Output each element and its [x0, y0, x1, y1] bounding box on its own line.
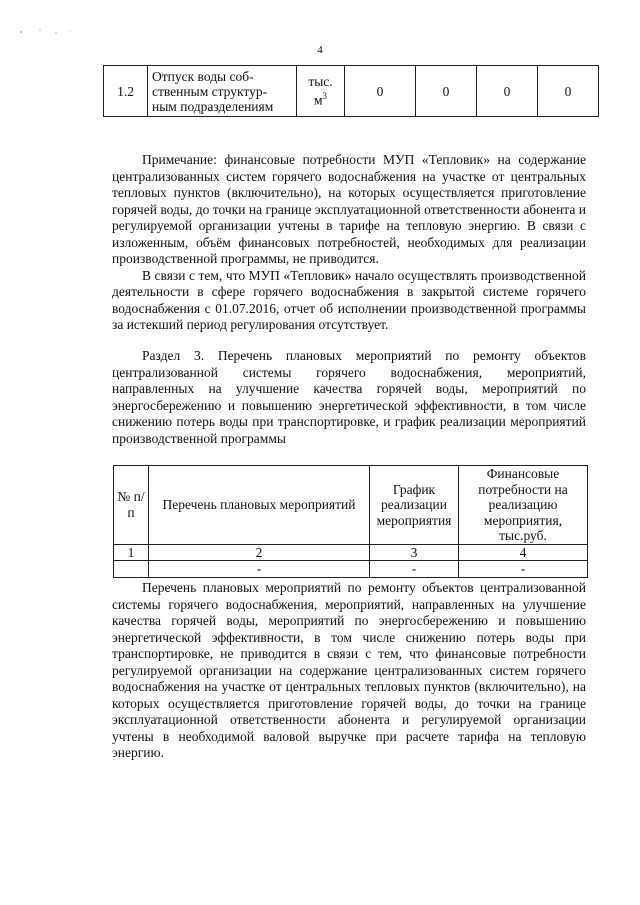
unit-m: м	[313, 92, 323, 108]
scan-artifact	[18, 28, 73, 36]
row-description	[148, 66, 297, 117]
desc-line: ным подразделениям	[152, 98, 274, 114]
header-cell-number: № п/п	[114, 466, 149, 545]
header-row	[114, 466, 588, 545]
unit-exponent: 3	[322, 90, 328, 101]
header-cell-measures: Перечень плановых мероприятий	[149, 466, 370, 545]
note-paragraph: В связи с тем, что МУП «Тепловик» начало осуществлять производственной деятельности в сфере горячего водоснабжения в закрытой системе горячего водоснабжения с 01.07.2016, отчет об исполнении производственной программы за истекший период регулирования отсутствует.	[112, 267, 586, 332]
column-number: 4	[459, 544, 588, 561]
final-block	[112, 580, 586, 762]
section-3-heading: Раздел 3. Перечень плановых мероприятий по ремонту объектов централизованной системы горячего водоснабжения, мероприятий, направленных на улучшение качества горячей воды, мероприятий по энергосбережению и повышению энергетической эффективности, в том числе снижению потерь воды при транспортировке, и график реализации мероприятий производственной программы	[112, 348, 586, 446]
table-cell: -	[149, 561, 370, 578]
column-number: 2	[149, 544, 370, 561]
production-table	[103, 65, 599, 117]
value-cell: 0	[477, 66, 538, 117]
header-cell-schedule: График реализации мероприятия	[370, 466, 459, 545]
section-heading-block	[112, 348, 586, 447]
value-cell: 0	[416, 66, 477, 117]
header-cell-finance: Финансовые потребности на реализацию мероприятия, тыс.руб.	[459, 466, 588, 545]
table-cell: -	[459, 561, 588, 578]
column-number: 1	[114, 544, 149, 561]
note-block	[112, 152, 586, 334]
note-paragraph: Примечание: финансовые потребности МУП «Тепловик» на содержание централизованных систем горячего водоснабжения на участке от центральных тепловых пунктов (включительно), на которых осуществляется приготовление горячей воды, до точки на границе эксплуатационной ответственности абонента и регулируемой организации учтены в тарифе на тепловую энергию. В связи с изложенным, объём финансовых потребностей, необходимых для реализации производственной программы, не приводится.	[112, 152, 586, 266]
value-cell: 0	[345, 66, 416, 117]
column-number-row	[114, 544, 588, 561]
measures-table	[113, 465, 588, 578]
final-paragraph: Перечень плановых мероприятий по ремонту объектов централизованной системы горячего водоснабжения, мероприятий, направленных на улучшение качества горячей воды, мероприятий по энергосбережению и повышению энергетической эффективности, в том числе снижению потерь воды при транспортировке, не приводится в связи с тем, что финансовые потребности регулируемой организации на содержание централизованных систем горячего водоснабжения на участке от центральных тепловых пунктов (включительно), на которых осуществляется приготовление горячей воды, до точки на границе эксплуатационной ответственности абонента и регулируемой организации учтены в необходимой валовой выручке при расчете тарифа на тепловую энергию.	[112, 580, 586, 760]
table-cell	[114, 561, 149, 578]
table-row	[104, 66, 599, 117]
row-unit	[297, 66, 345, 117]
table-row	[114, 561, 588, 578]
column-number: 3	[370, 544, 459, 561]
desc-line: Отпуск воды соб-	[152, 68, 254, 84]
desc-line: ственным структур-	[152, 83, 268, 99]
table-cell: -	[370, 561, 459, 578]
page-number: 4	[317, 44, 323, 56]
row-number: 1.2	[104, 66, 148, 117]
unit-text: тыс.	[308, 73, 333, 89]
value-cell: 0	[538, 66, 599, 117]
